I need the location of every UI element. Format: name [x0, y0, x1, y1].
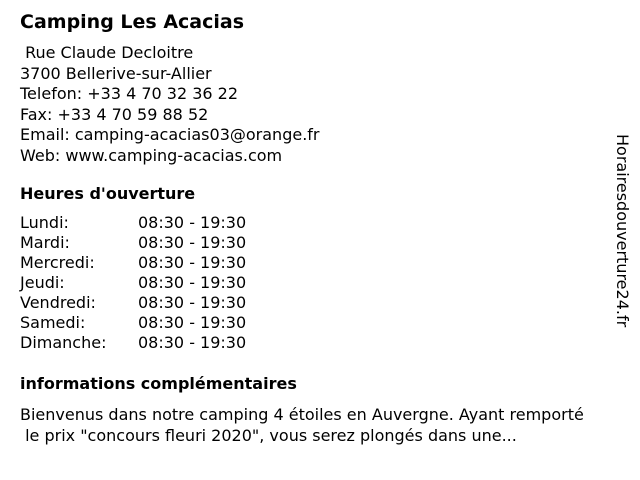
email-address: Email: camping-acacias03@orange.fr [20, 125, 320, 144]
hours-row-wednesday [20, 253, 280, 273]
contact-block [20, 43, 319, 166]
time-range: 08:30 - 19:30 [138, 253, 247, 272]
opening-hours-table [20, 213, 280, 353]
site-watermark [612, 134, 636, 374]
day-label: Lundi: [20, 213, 69, 232]
phone-number: Telefon: +33 4 70 32 36 22 [20, 84, 239, 103]
address-city: 3700 Bellerive-sur-Allier [20, 63, 212, 83]
day-label: Dimanche: [20, 333, 107, 352]
day-label: Samedi: [20, 313, 86, 332]
address-street: Rue Claude Decloitre [20, 43, 194, 62]
hours-row-monday [20, 213, 280, 233]
hours-row-saturday [20, 313, 280, 333]
hours-row-tuesday [20, 233, 280, 253]
fax-number: Fax: +33 4 70 59 88 52 [20, 104, 209, 124]
day-label: Mercredi: [20, 253, 95, 272]
time-range: 08:30 - 19:30 [138, 333, 247, 352]
time-range: 08:30 - 19:30 [138, 293, 247, 312]
website-address: Web: www.camping-acacias.com [20, 145, 283, 165]
description-line: Bienvenus dans notre camping 4 étoiles en Auvergne. Ayant remporté [20, 405, 584, 424]
hours-row-thursday [20, 273, 280, 293]
opening-hours-heading: Heures d'ouverture [20, 184, 196, 203]
day-label: Jeudi: [20, 273, 65, 292]
description-line: le prix "concours fleuri 2020", vous serez plongés dans une... [20, 426, 517, 445]
time-range: 08:30 - 19:30 [138, 233, 247, 252]
description-text [20, 404, 632, 446]
day-label: Vendredi: [20, 293, 96, 312]
additional-info-heading: informations complémentaires [20, 374, 297, 393]
time-range: 08:30 - 19:30 [138, 273, 247, 292]
business-name: Camping Les Acacias [20, 11, 245, 33]
time-range: 08:30 - 19:30 [138, 313, 247, 332]
hours-row-sunday [20, 333, 280, 353]
day-label: Mardi: [20, 233, 70, 252]
watermark-text: Horairesdouverture24.fr [613, 134, 632, 328]
hours-row-friday [20, 293, 280, 313]
time-range: 08:30 - 19:30 [138, 213, 247, 232]
